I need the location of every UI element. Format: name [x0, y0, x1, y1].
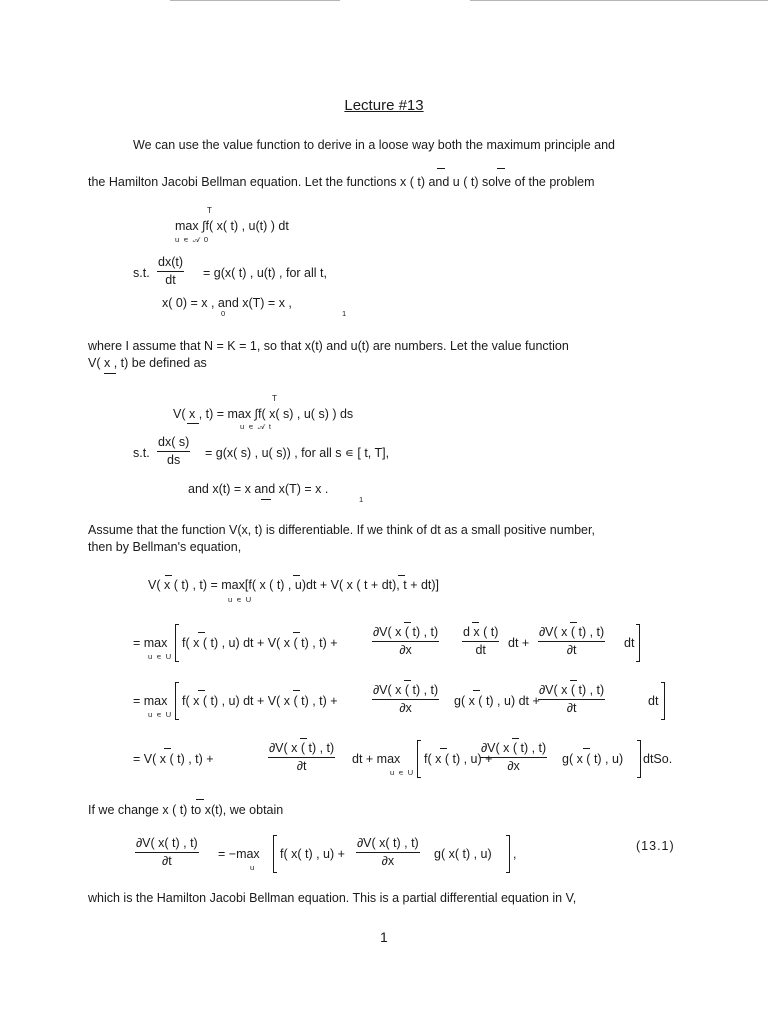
max-subscript: u	[250, 863, 256, 872]
hjb-text: which is the Hamilton Jacobi Bellman equation. This is a partial differential equation in V,	[88, 891, 577, 905]
constraint: = g(x( s) , u( s)) , for all s ∊ [ t, T],	[205, 446, 390, 460]
fraction	[135, 836, 199, 869]
overbar	[570, 680, 577, 681]
st-label: s.t.	[133, 446, 150, 460]
max-subscript: u ∊ 𝒜 t	[240, 422, 272, 431]
numerator: ∂V( x ( t) , t)	[268, 741, 335, 758]
right-bracket	[661, 682, 665, 720]
numerator: ∂V( x ( t) , t)	[538, 683, 605, 700]
objective: max ∫f( x( t) , u(t) ) dt	[175, 219, 289, 233]
denominator: ∂x	[399, 643, 412, 657]
hjb-eq: ,	[513, 847, 517, 861]
overbar	[570, 622, 577, 623]
overbar	[473, 690, 480, 691]
left-bracket	[175, 682, 179, 720]
overbar	[300, 738, 307, 739]
fraction	[157, 435, 190, 468]
numerator: dx(t)	[157, 255, 184, 272]
max-subscript: u ∊ U	[148, 710, 173, 719]
left-bracket	[417, 740, 421, 778]
right-bracket	[637, 740, 641, 778]
overbar	[165, 575, 172, 576]
numerator: d x ( t)	[462, 625, 499, 642]
hjb-eq: = −max	[218, 847, 260, 861]
scan-edge	[470, 0, 768, 1]
bellman-eq: f( x ( t) , u) +	[424, 752, 493, 766]
fraction	[372, 683, 439, 716]
fraction	[538, 625, 605, 658]
fraction	[480, 741, 547, 774]
overbar	[196, 799, 204, 800]
hjb-eq: f( x( t) , u) +	[280, 847, 345, 861]
overbar	[497, 168, 505, 169]
subscript: 1	[359, 495, 365, 504]
fraction	[538, 683, 605, 716]
denominator: ∂t	[566, 701, 577, 715]
overbar	[398, 575, 405, 576]
bellman-eq: dt	[624, 636, 635, 650]
overbar	[404, 680, 411, 681]
bellman-eq: f( x ( t) , u) dt + V( x ( t) , t) +	[182, 636, 338, 650]
bellman-eq: V( x ( t) , t) = max[f( x ( t) , u)dt + V( x ( t + dt), t + dt)]	[148, 578, 440, 592]
overbar	[293, 575, 300, 576]
fraction	[268, 741, 335, 774]
integral-upper: T	[272, 394, 277, 403]
max-subscript: u ∊ U	[228, 595, 253, 604]
bellman-eq: = V( x ( t) , t) +	[133, 752, 214, 766]
bellman-eq: f( x ( t) , u) dt + V( x ( t) , t) +	[182, 694, 338, 708]
underbar	[187, 423, 199, 424]
max-subscript: u ∊ 𝒜 0	[175, 235, 210, 244]
left-bracket	[175, 624, 179, 662]
denominator: ∂t	[566, 643, 577, 657]
overbar	[164, 748, 171, 749]
numerator: ∂V( x ( t) , t)	[372, 683, 439, 700]
numerator: dx( s)	[157, 435, 190, 452]
st-label: s.t.	[133, 266, 150, 280]
bellman-eq: dt + max	[352, 752, 401, 766]
overbar	[293, 690, 300, 691]
overbar	[472, 622, 479, 623]
page-number: 1	[380, 929, 388, 945]
bellman-eq: dt +	[508, 636, 530, 650]
value-function-def: V( x , t) = max ∫f( x( s) , u( s) ) ds	[173, 407, 354, 421]
bellman-eq: dtSo.	[643, 752, 673, 766]
denominator: ∂x	[507, 759, 520, 773]
subscript: 1	[342, 309, 348, 318]
denominator: ∂t	[162, 854, 172, 868]
numerator: ∂V( x ( t) , t)	[480, 741, 547, 758]
assume-text: V( x , t) be defined as	[88, 356, 207, 370]
denominator: dt	[475, 643, 486, 657]
bellman-eq: = max	[133, 636, 168, 650]
right-bracket	[636, 624, 640, 662]
overbar	[404, 622, 411, 623]
overbar	[437, 168, 445, 169]
overbar	[198, 632, 205, 633]
max-subscript: u ∊ U	[148, 652, 173, 661]
overbar	[293, 632, 300, 633]
denominator: ∂x	[399, 701, 412, 715]
right-bracket	[506, 835, 510, 873]
overbar	[583, 748, 590, 749]
max-subscript: u ∊ U	[390, 768, 415, 777]
equation-number: (13.1)	[636, 839, 675, 853]
denominator: ds	[167, 453, 181, 467]
fraction	[462, 625, 499, 658]
numerator: ∂V( x( t) , t)	[135, 836, 199, 853]
boundary: x( 0) = x , and x(T) = x ,	[162, 296, 292, 310]
fraction	[372, 625, 439, 658]
numerator: ∂V( x( t) , t)	[356, 836, 420, 853]
numerator: ∂V( x ( t) , t)	[372, 625, 439, 642]
overbar	[440, 748, 447, 749]
numerator: ∂V( x ( t) , t)	[538, 625, 605, 642]
bellman-eq: g( x ( t) , u)	[562, 752, 624, 766]
intro-text: the Hamilton Jacobi Bellman equation. Let the functions x ( t) and u ( t) solve of the problem	[88, 175, 595, 189]
underbar	[104, 373, 116, 374]
diff-text: Assume that the function V(x, t) is differentiable. If we think of dt as a small positive number,	[88, 523, 595, 537]
underbar	[261, 499, 271, 500]
bellman-eq: dt	[648, 694, 659, 708]
hjb-eq: g( x( t) , u)	[434, 847, 492, 861]
diff-text: then by Bellman's equation,	[88, 540, 242, 554]
denominator: ∂x	[381, 854, 395, 868]
boundary: and x(t) = x and x(T) = x .	[188, 482, 329, 496]
bellman-eq: = max	[133, 694, 168, 708]
integral-upper: T	[207, 206, 212, 215]
overbar	[512, 738, 519, 739]
assume-text: where I assume that N = K = 1, so that x(t) and u(t) are numbers. Let the value function	[88, 339, 569, 353]
fraction	[157, 255, 184, 288]
change-text: If we change x ( t) to x(t), we obtain	[88, 803, 284, 817]
constraint: = g(x( t) , u(t) , for all t,	[203, 266, 327, 280]
intro-text: We can use the value function to derive in a loose way both the maximum principle and	[133, 138, 615, 152]
left-bracket	[273, 835, 277, 873]
subscript: 0	[221, 309, 227, 318]
bellman-eq: g( x ( t) , u) dt +	[454, 694, 540, 708]
scan-edge	[170, 0, 340, 1]
overbar	[198, 690, 205, 691]
page-title: Lecture #13	[344, 97, 424, 114]
denominator: ∂t	[296, 759, 307, 773]
fraction	[356, 836, 420, 869]
denominator: dt	[165, 273, 176, 287]
